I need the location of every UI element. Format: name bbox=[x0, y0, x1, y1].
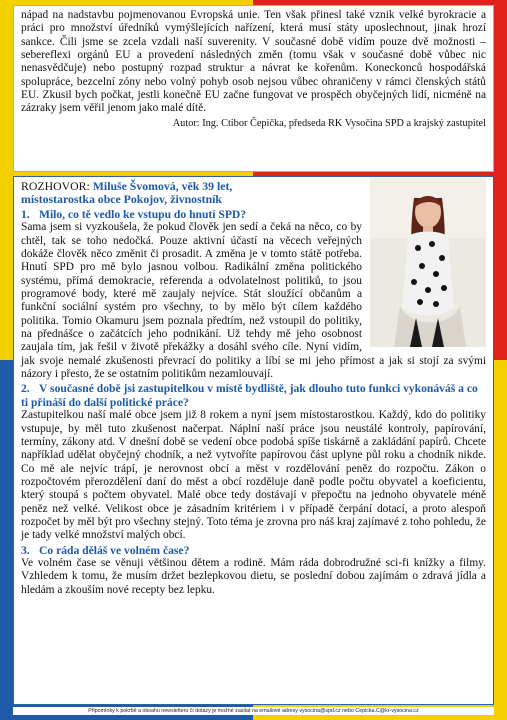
top-article-author: Autor: Ing. Ctibor Čepička, předseda RK Vysočina SPD a krajský zastupitel bbox=[172, 117, 486, 129]
question-1-number: 1. bbox=[21, 207, 30, 221]
question-3-text: Co ráda děláš ve volném čase? bbox=[39, 543, 190, 557]
question-2-number: 2. bbox=[21, 382, 30, 396]
interview-box bbox=[13, 176, 494, 705]
question-3 bbox=[21, 544, 486, 557]
newsletter-footer: Připomínky k pokrbě a obsahu newsletteru či dotazy je možné zasílat na emailové adresy vysocina@spd.cz nebo Cepicka.C@kr-vysocina.cz bbox=[13, 707, 494, 715]
interview-headline-line1: Miluše Švomová, věk 39 let, bbox=[92, 179, 233, 193]
interview-headline-line2: místostarostka obce Pokojov, živnostník bbox=[21, 192, 222, 207]
answer-2: Zastupitelkou naší malé obce jsem již 8 rokem a nyní jsem místostarostkou. Každý, kdo do politiky vstupuje, by měl tuto zkušenost načerpat. Náplní naší práce jsou neustálé kontroly, papírování, termíny, zákony atd. V dnešní době se vedení obce podobá spíše tiskárně a zakládání papírů. Chcete například udělat obyčejný chodník, a než vytvoříte papírovou část uplyne půl roku a chodník nikde. Co mě ale nejvíc trápí, je nerovnost obcí a měst v rozdělování peněz do rozpočtu. Zákon o rozpočtovém přerozdělení daní do měst a obcí rozděluje daně podle počtu obyvatel a koeficientu, který stoupá s počtem obyvatel. Malé obce tedy dostávají v přepočtu na jednoho obyvatele méně peněz než velké. Velikost obce je zásadním kritériem i v případě čerpání dotací, a proto alespoň rozpočet by měl být pro všechny stejný. Toto téma je zrovna pro náš kraj zajímavé z toho pohledu, že je tady velké množství malých obcí. bbox=[21, 409, 486, 542]
question-2 bbox=[21, 382, 486, 409]
answer-3: Ve volném čase se věnuji většinou dětem a rodině. Mám ráda dobrodružné sci-fi knížky a filmy. Vzhledem k tomu, že musím držet bezlepkovou dietu, se poslední dobou zajímám o zdravá jídla a hledám a zkouším nové recepty bez lepku. bbox=[21, 557, 486, 596]
top-article-box bbox=[13, 5, 494, 172]
portrait-photo-icon bbox=[370, 178, 486, 347]
interview-label: ROZHOVOR: bbox=[21, 179, 90, 193]
question-2-text: V současné době jsi zastupitelkou v místě bydliště, jak dlouho tuto funkci vykonáváš a co ti přináší do další politické práce? bbox=[21, 382, 478, 409]
portrait-photo bbox=[370, 178, 486, 347]
answer-1: Sama jsem si vyzkoušela, že pokud člověk jen sedí a čeká na něco, co by chtěl, tak se toho nedočká. Pouze aktivní účastí na věcech veřejných dokáže člověk něco změnit či prosadit. A změna je v tomto státě potřeba. Hnutí SPD pro mě bylo jasnou volbou. Radikální změna politického systému, přímá demokracie, referenda a odvolatelnost politiků, to jsou programové body, které mě zaujaly nejvíce. Stát sloužící občanům a funkční sociální systém pro všechny, to by mělo být cílem každého politika. Tomio Okamuru jsem poznala předtím, než vstoupil do politiky, na přednášce o začátcích jeho podnikání. Už tehdy mě jeho osobnost zaujala tím, jak řešil v životě překážky a dosáhl svého cíle. Nyní vidím, jak svoje nemalé zkušenosti převrací do politiky a líbí se mi jeho přímost a jak si stojí za svými názory i přesto, že se ostatním politikům nezamlouvají. bbox=[21, 221, 486, 380]
question-1-text: Milo, co tě vedlo ke vstupu do hnutí SPD? bbox=[39, 207, 247, 221]
top-article-body: nápad na nadstavbu pojmenovanou Evropská unie. Ten však přinesl také vznik velké byrokracie a práci pro množství úředníků vymýšlejících nařízení, která musí státy uposlechnout, jinak hrozí sankce. Čili jsme se zcela vzdali naší suverenity. V současné době vidím pouze dvě možnosti – sebereflexi orgánů EU a provedení následných změn (tomu však v současné době vůbec nic nenasvědčuje) nebo postupný rozpad struktur a návrat ke kořenům. Koneckonců hospodářská spolupráce, bezcelní zóny nebo volný pohyb osob nejsou vůbec ohraničeny v rámci členských států EU. Zkusil bych počkat, jestli konečně EU začne fungovat ve prospěch obyčejných lidí, nicméně na zázraky jsem věřil jenom jako malé dítě. bbox=[21, 9, 486, 115]
question-3-number: 3. bbox=[21, 543, 30, 557]
